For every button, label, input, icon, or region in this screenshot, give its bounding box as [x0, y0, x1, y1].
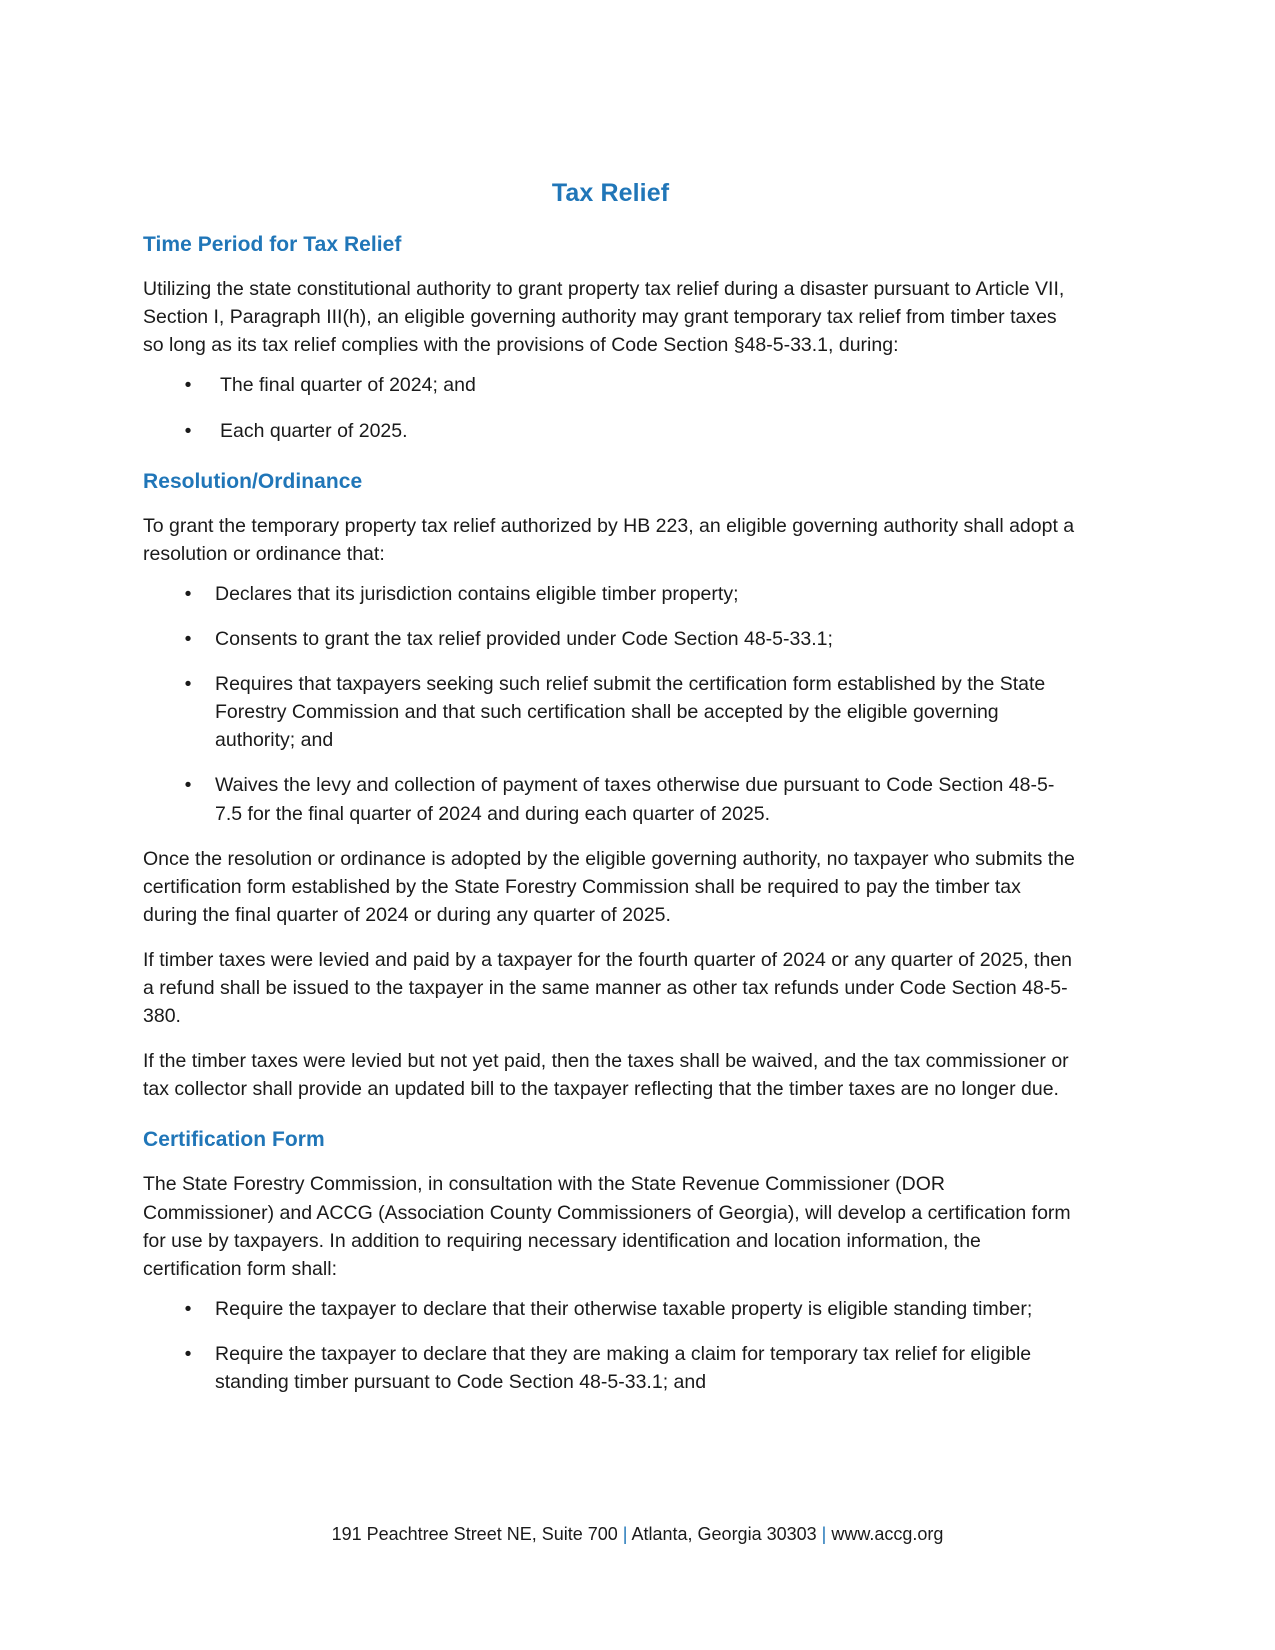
bullet-icon: •	[184, 673, 192, 696]
section-paragraph-resolution-ordinance: To grant the temporary property tax relief authorized by HB 223, an eligible governing authority shall adopt a resolution or ordinance that:	[143, 514, 1075, 565]
paragraph-waiver-updated-bill: If the timber taxes were levied but not yet paid, then the taxes shall be waived, and the tax commissioner or tax collector shall provide an updated bill to the taxpayer reflecting that the timber taxes are no longer due.	[143, 1050, 1069, 1101]
footer-separator-2: |	[821, 1524, 827, 1544]
list-item-text: Waives the levy and collection of payment of taxes otherwise due pursuant to Code Section 48-5-7.5 for the final quarter of 2024 and during each quarter of 2025.	[215, 774, 1055, 825]
page-footer	[0, 1523, 1275, 1546]
bullet-list-resolution-ordinance	[143, 580, 1078, 828]
section-paragraph-time-period: Utilizing the state constitutional authority to grant property tax relief during a disaster pursuant to Article VII, Section I, Paragraph III(h), an eligible governing authority may grant temporary tax relief from timber taxes so long as its tax relief complies with the provisions of Code Section §48-5-33.1, during:	[143, 278, 1065, 357]
section-paragraph-certification-form: The State Forestry Commission, in consultation with the State Revenue Commissioner (DOR Commissioner) and ACCG (Association County Commissioners of Georgia), will develop a certification form for use by taxpayers. In addition to requiring necessary identification and location information, the certification form shall:	[143, 1173, 1071, 1280]
list-item	[143, 670, 1078, 754]
bullet-icon: •	[184, 583, 192, 606]
list-item	[143, 771, 1078, 827]
list-item	[143, 417, 1078, 445]
document-content	[143, 0, 1078, 1396]
list-item-text: Require the taxpayer to declare that they are making a claim for temporary tax relief for eligible standing timber pursuant to Code Section 48-5-33.1; and	[215, 1342, 1032, 1393]
footer-website-link[interactable]: www.accg.org	[831, 1524, 944, 1544]
bullet-icon: •	[184, 419, 192, 442]
list-item	[143, 625, 1078, 653]
bullet-icon: •	[184, 774, 192, 797]
section-heading-time-period: Time Period for Tax Relief	[143, 233, 402, 256]
bullet-icon: •	[184, 1342, 192, 1365]
paragraph-refund: If timber taxes were levied and paid by a taxpayer for the fourth quarter of 2024 or any quarter of 2025, then a refund shall be issued to the taxpayer in the same manner as other tax refunds under Code Section 48-5-380.	[143, 948, 1072, 1027]
list-item	[143, 1295, 1078, 1323]
bullet-icon: •	[184, 374, 192, 397]
list-item-text: Consents to grant the tax relief provided under Code Section 48-5-33.1;	[215, 628, 833, 651]
paragraph-once-adopted: Once the resolution or ordinance is adopted by the eligible governing authority, no taxpayer who submits the certification form established by the State Forestry Commission shall be required to pay the timber tax during the final quarter of 2024 or during any quarter of 2025.	[143, 847, 1075, 926]
list-item-text: Require the taxpayer to declare that their otherwise taxable property is eligible standing timber;	[215, 1297, 1033, 1320]
bullet-list-time-period	[143, 371, 1078, 444]
bullet-icon: •	[184, 628, 192, 651]
bullet-list-certification-form	[143, 1295, 1078, 1396]
list-item	[143, 371, 1078, 399]
list-item-text: The final quarter of 2024; and	[220, 374, 476, 397]
footer-city-state-zip: Atlanta, Georgia 30303	[631, 1524, 817, 1544]
list-item	[143, 580, 1078, 608]
section-heading-certification-form: Certification Form	[143, 1128, 325, 1152]
list-item	[143, 1340, 1078, 1396]
page-title: Tax Relief	[551, 179, 670, 207]
footer-separator-1: |	[622, 1524, 628, 1544]
list-item-text: Each quarter of 2025.	[220, 419, 408, 442]
footer-address: 191 Peachtree Street NE, Suite 700	[331, 1524, 618, 1544]
section-heading-resolution-ordinance: Resolution/Ordinance	[143, 469, 363, 493]
bullet-icon: •	[184, 1297, 192, 1320]
list-item-text: Declares that its jurisdiction contains eligible timber property;	[215, 583, 739, 606]
list-item-text: Requires that taxpayers seeking such relief submit the certification form established by the State Forestry Commission and that such certification shall be accepted by the eligible governing authority; and	[215, 673, 1046, 752]
